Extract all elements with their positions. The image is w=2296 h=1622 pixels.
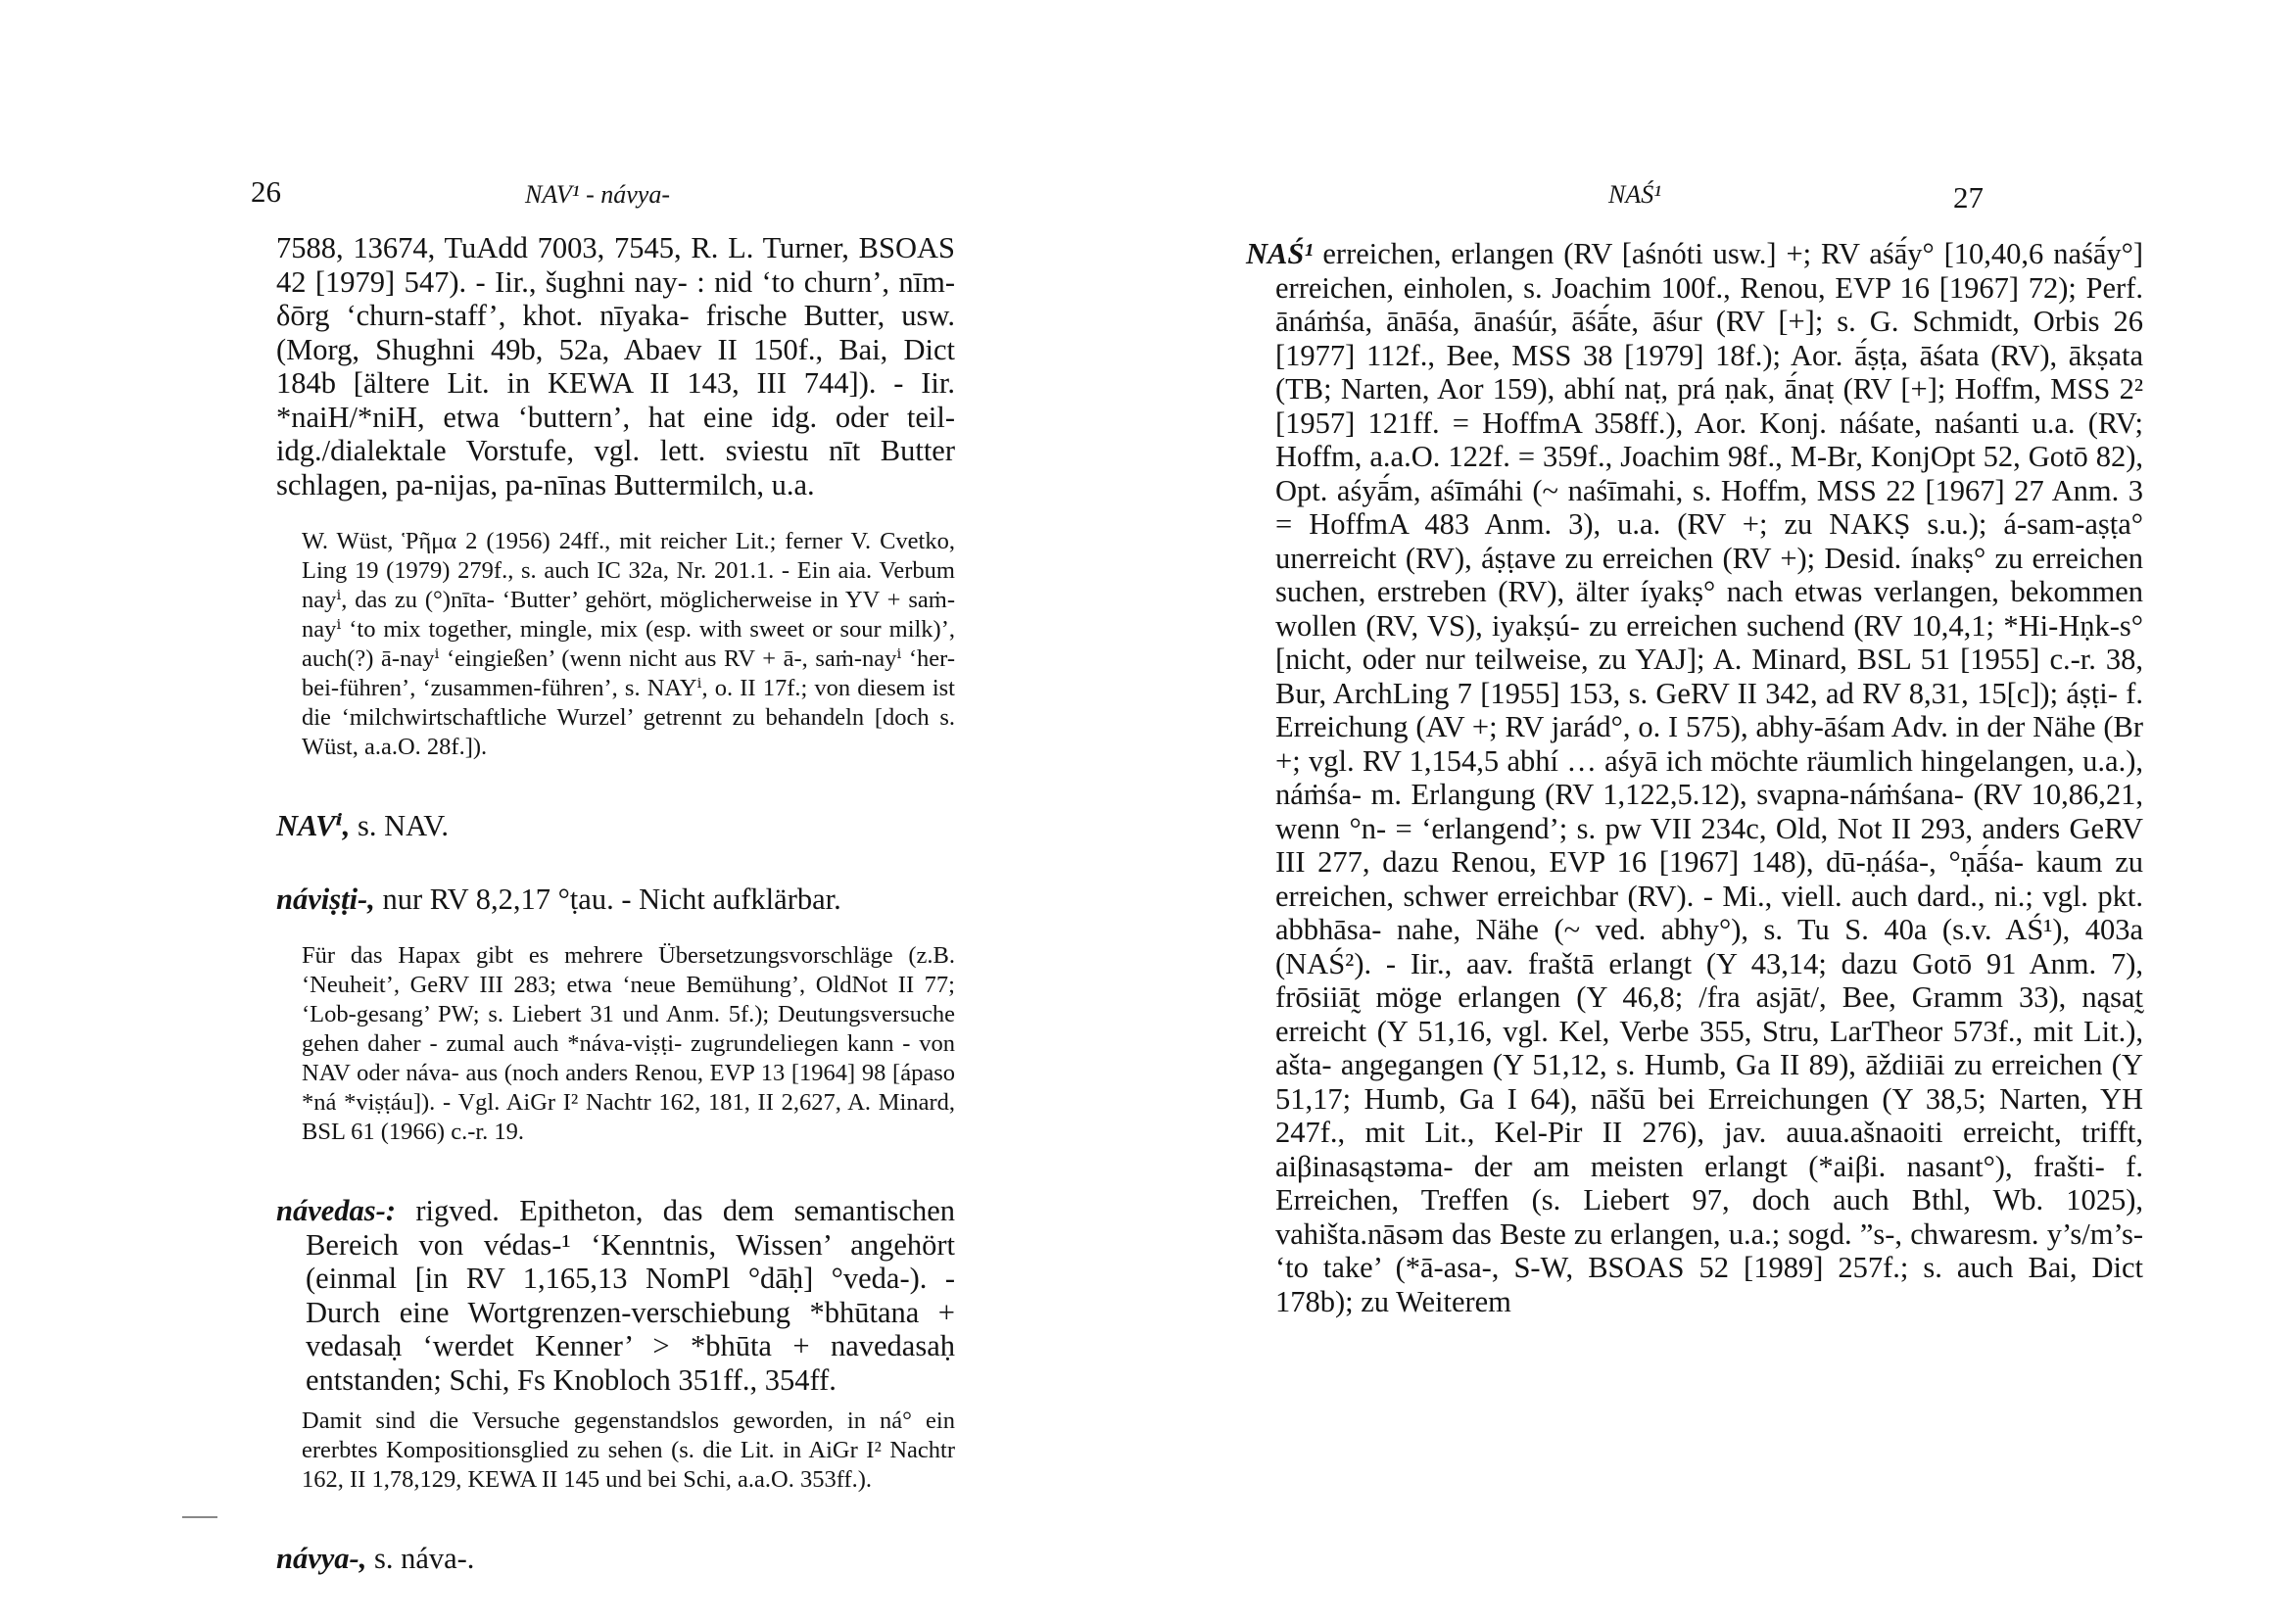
- scan-mark: [182, 1516, 217, 1518]
- entry-text: s. NAV.: [358, 809, 449, 842]
- running-head: NAV¹ - návya-: [525, 180, 671, 209]
- entry-text: nur RV 8,2,17 °ṭau. - Nicht aufklärbar.: [382, 882, 841, 916]
- entry-lemma: NAŚ¹: [1246, 237, 1314, 270]
- dictionary-entry: [1246, 237, 2143, 1318]
- entry-text: s. náva-.: [373, 1542, 475, 1575]
- entry-text: rigved. Epitheton, das dem semantischen Bereich von védas-¹ ‘Kenntnis, Wissen’ angehört (einmal [in RV 1,165,13 NomPl °dāḥ] °veda-). - Durch eine Wortgrenzen-verschiebung *bhūtana + vedasaḥ ‘werdet Kenner’ > *bhūta + navedasaḥ entstanden; Schi, Fs Knobloch 351ff., 354ff.: [306, 1194, 955, 1397]
- entry-text: erreichen, erlangen (RV [aśnóti usw.] +; RV aśā́y° [10,40,6 naśā́y°] erreichen, einholen, s. Joachim 100f., Renou, EVP 16 [1967] 72); Perf. ānáṁśa, ānāśa, ānaśúr, āśā́te, āśur (RV [+]; s. G. Schmidt, Orbis 26 [1977] 112f., Bee, MSS 38 [1979] 18f.); Aor. ā́ṣṭa, āśata (RV), ākṣata (TB; Narten, Aor 159), abhí naṭ, prá ṇak, ā́naṭ (RV [+]; Hoffm, MSS 2² [1957] 121ff. = HoffmA 358ff.), Aor. Konj. náśate, naśanti u.a. (RV; Hoffm, a.a.O. 122f. = 359f., Joachim 98f., M-Br, KonjOpt 52, Gotō 82), Opt. aśyā́m, aśīmáhi (~ naśīmahi, s. Hoffm, MSS 22 [1967] 27 Anm. 3 = HoffmA 483 Anm. 3), u.a. (RV +; zu NAKṢ s.u.); á-sam-aṣṭa° unerreicht (RV), áṣṭave zu erreichen (RV +); Desid. ínakṣ° zu erreichen suchen, erstreben (RV), älter íyakṣ° nach etwas verlangen, bekommen wollen (RV, VS), iyakṣú- zu erreichen suchend (RV 10,4,1; *Hi-Hṇk-s° [nicht, oder nur teilweise, zu YAJ]; A. Minard, BSL 51 [1955] c.-r. 38, Bur, ArchLing 7 [1955] 153, s. GeRV II 342, ad RV 8,31, 15[c]); áṣṭi- f. Erreichung (AV +; RV jarád°, o. I 575), abhy-āśam Adv. in der Nähe (Br +; vgl. RV 1,154,5 abhí … aśyā ich möchte räumlich hingelangen, u.a.), náṁśa- m. Erlangung (RV 1,122,5.12), svapna-náṁśana- (RV 10,86,21, wenn °n- = ‘erlangend’; s. pw VII 234c, Old, Not II 293, anders GeRV III 277, dazu Renou, EVP 16 [1967] 148), dū-ṇáśa-, °ṇā́śa- kaum zu erreichen, schwer erreichbar (RV). - Mi., viell. auch dard., ni.; vgl. pkt. abbhāsa- nahe, Nähe (~ ved. abhy°), s. Tu S. 40a (s.v. AŚ¹), 403a (NAŚ²). - Iir., aav. fraštā erlangt (Y 43,14; dazu Gotō 91 Anm. 7), frōsiiāt̰ möge erlangen (Y 46,8; /fra asjāt/, Bee, Gramm 33), nąsat̰ erreicht (Y 51,16, vgl. Kel, Verbe 355, Stru, LarTheor 573f., mit Lit.), ašta- angegangen (Y 51,12, s. Humb, Ga II 89), āždiiāi zu erreichen (Y 51,17; Humb, Ga I 64), nāšū bei Erreichungen (Y 38,5; Narten, YH 247f., mit Lit., Kel-Pir II 276), jav. auua.ašnaoiti erreicht, trifft, aiβinasąstəma- der am meisten erlangt (*aiβi. nasant°), frašti- f. Erreichen, Treffen (s. Liebert 97, doch auch Bthl, Wb. 1025), vahišta.nāsəm das Beste zu erlangen, u.a.; sogd. ”s-, chwaresm. y’s/m’s- ‘to take’ (*ā-asa-, S-W, BSOAS 52 [1989] 257f.; s. auch Bai, Dict 178b); zu Weiterem: [1275, 237, 2143, 1318]
- right-page-body: [1246, 237, 2143, 1318]
- page-number: 26: [251, 174, 281, 209]
- footnote-paragraph: Damit sind die Versuche gegenstandslos geworden, in ná° ein ererbtes Kompositionsglied zu sehen (s. die Lit. in AiGr I² Nachtr 162, II 1,78,129, KEWA II 145 und bei Schi, a.a.O. 353ff.).: [302, 1407, 955, 1493]
- footnote-paragraph: W. Wüst, Ῥῆμα 2 (1956) 24ff., mit reicher Lit.; ferner V. Cvetko, Ling 19 (1979) 279f., s. auch IC 32a, Nr. 201.1. - Ein aia. Verbum nayⁱ, das zu (°)nīta- ‘Butter’ gehört, möglicherweise in YV + saṁ-nayⁱ ‘to mix together, mingle, mix (esp. with sweet or sour milk)’, auch(?) ā-nayⁱ ‘eingießen’ (wenn nicht aus RV + ā-, saṁ-nayⁱ ‘her-bei-führen’, ‘zusammen-führen’, s. NAYⁱ, o. II 17f.; von diesem ist die ‘milchwirtschaftliche Wurzel’ getrennt zu behandeln [doch s. Wüst, a.a.O. 28f.]).: [302, 528, 955, 760]
- dictionary-entry: [276, 1542, 955, 1576]
- dictionary-entry: [276, 883, 955, 917]
- running-head: NAŚ¹: [1608, 180, 1662, 209]
- page-number: 27: [1953, 180, 1984, 215]
- dictionary-entry: [276, 809, 955, 843]
- entry-lemma: náviṣṭi-,: [276, 882, 375, 916]
- entry-lemma: NAVⁱ,: [276, 809, 351, 842]
- entry-lemma: návedas-:: [276, 1194, 396, 1227]
- dictionary-entry: [276, 1194, 955, 1397]
- left-page-body: [276, 231, 955, 1576]
- continued-paragraph: 7588, 13674, TuAdd 7003, 7545, R. L. Turner, BSOAS 42 [1979] 547). - Iir., šughni nay- : nid ‘to churn’, nīm-δōrg ‘churn-staff’, khot. nīyaka- frische Butter, usw. (Morg, Shughni 49b, 52a, Abaev II 150f., Bai, Dict 184b [ältere Lit. in KEWA II 143, III 744]). - Iir. *naiH/*niH, etwa ‘buttern’, hat eine idg. oder teil-idg./dialektale Vorstufe, vgl. lett. sviestu nīt Butter schlagen, pa-nijas, pa-nīnas Buttermilch, u.a.: [276, 231, 955, 501]
- right-page: [1148, 0, 2296, 1622]
- footnote-paragraph: Für das Hapax gibt es mehrere Übersetzungsvorschläge (z.B. ‘Neuheit’, GeRV III 283; etwa ‘neue Bemühung’, OldNot II 77; ‘Lob-gesang’ PW; s. Liebert 31 und Anm. 5f.); Deutungsversuche gehen daher - zumal auch *náva-viṣṭi- zugrundeliegen kann - von NAV oder náva- aus (noch anders Renou, EVP 13 [1964] 98 [ápaso *ná *viṣṭáu]). - Vgl. AiGr I² Nachtr 162, 181, II 2,627, A. Minard, BSL 61 (1966) c.-r. 19.: [302, 942, 955, 1145]
- entry-lemma: návya-,: [276, 1542, 367, 1575]
